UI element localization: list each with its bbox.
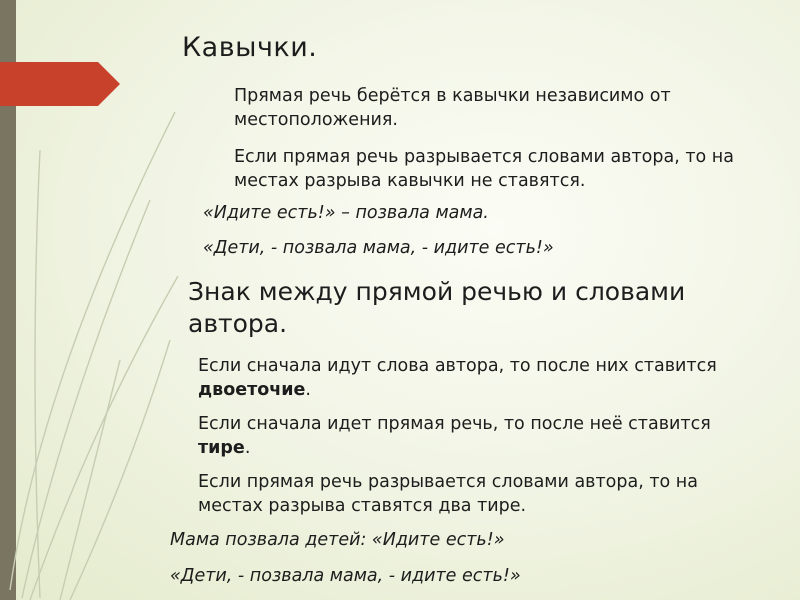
- bullet-5: [198, 470, 758, 518]
- example-4: «Дети, - позвала мама, - идите есть!»: [170, 566, 521, 586]
- bullet-1: [234, 84, 774, 132]
- example-1: «Идите есть!» – позвала мама.: [203, 203, 489, 223]
- example-2: «Дети, - позвала мама, - идите есть!»: [203, 238, 554, 258]
- bullet-text: Прямая речь берётся в кавычки независимо от местоположения.: [234, 86, 671, 130]
- bullet-2: [234, 145, 774, 193]
- bold-term: тире: [198, 438, 245, 458]
- bullet-text: Если сначала идет прямая речь, то после неё ставится: [198, 414, 711, 434]
- bullet-text: Если прямая речь разрывается словами автора, то на местах разрыва кавычки не ставятся.: [234, 147, 734, 191]
- bullet-text: Если сначала идут слова автора, то после них ставится: [198, 356, 717, 376]
- bold-term: двоеточие: [198, 380, 306, 400]
- example-3: Мама позвала детей: «Идите есть!»: [170, 530, 505, 550]
- bullet-3: Если сначала идут слова автора, то после них ставится двоеточие.: [198, 356, 717, 400]
- bullet-text: Если прямая речь разрывается словами автора, то на местах разрыва ставятся два тире.: [198, 472, 698, 516]
- slide-title: Кавычки.: [182, 32, 318, 63]
- bullet-4: Если сначала идет прямая речь, то после неё ставится тире.: [198, 414, 711, 458]
- section-title: Знак между прямой речью и словами автора.: [188, 277, 686, 338]
